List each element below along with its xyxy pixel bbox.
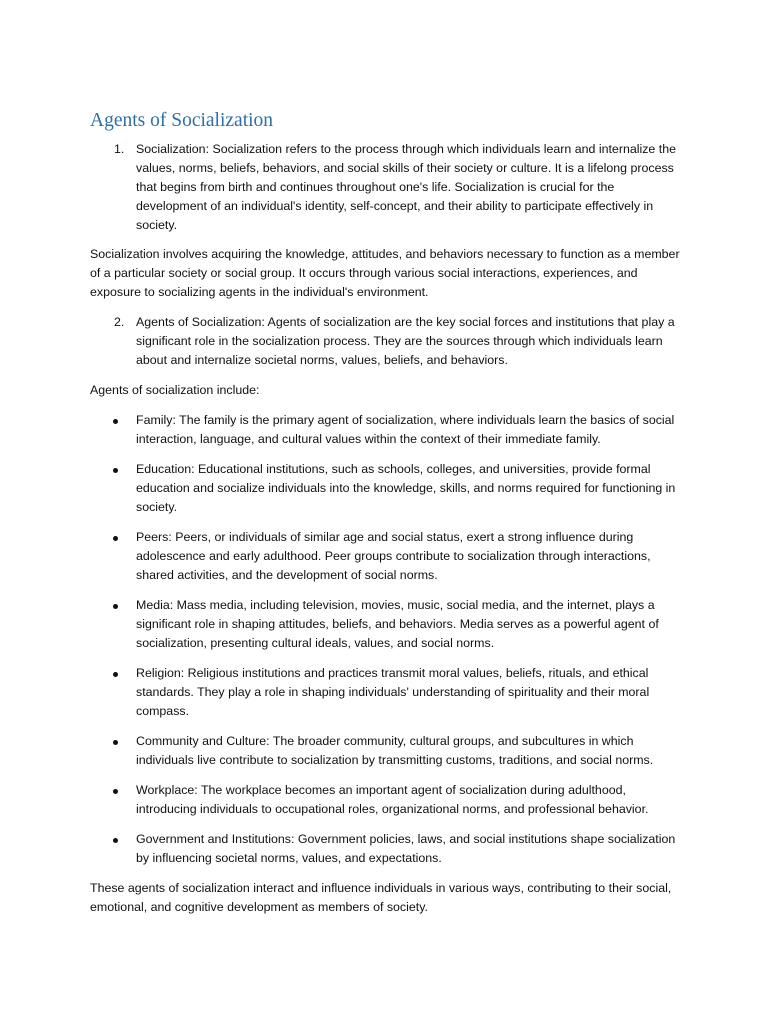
item-text: Agents of Socialization: Agents of socialization are the key social forces and institutions that play a significant role in the socialization process. They are the sources through which individuals learn about and internalize societal norms, values, beliefs, and behaviors. [136,315,675,367]
item-number: 1. [114,142,125,156]
bullet-icon [113,419,118,424]
item-number: 2. [114,315,125,329]
item-text: Socialization: Socialization refers to the process through which individuals learn and internalize the values, norms, beliefs, behaviors, and social skills of their society or culture. It is a lifelong process that begins from birth and continues throughout one's life. Socialization is crucial for the development of an individual's identity, self-concept, and their ability to participate effectively in society. [136,142,676,232]
paragraph-2: Agents of socialization include: [90,383,260,397]
list-item [90,830,680,868]
document-content [90,108,680,917]
bullet-icon [113,468,118,473]
bullet-icon [113,838,118,843]
list-item-text: Family: The family is the primary agent of socialization, where individuals learn the basics of social interaction, language, and cultural values within the context of their immediate family. [136,413,675,446]
list-item-text: Peers: Peers, or individuals of similar age and social status, exert a strong influence during adolescence and early adulthood. Peer groups contribute to socialization through interactions, shared activities, and the development of social norms. [136,530,651,582]
list-item [90,664,680,721]
bullet-icon [113,740,118,745]
list-item [90,596,680,653]
agents-list [90,411,680,868]
list-item-text: Religion: Religious institutions and practices transmit moral values, beliefs, rituals, and ethical standards. They play a role in shaping individuals' understanding of spirituality and their moral compass. [136,666,650,718]
list-item-text: Media: Mass media, including television, movies, music, social media, and the internet, plays a significant role in shaping attitudes, beliefs, and behaviors. Media serves as a powerful agent of socialization, presenting cultural ideals, values, and social norms. [136,598,659,650]
list-item [90,781,680,819]
bullet-icon [113,604,118,609]
list-item [90,732,680,770]
list-item-text: Education: Educational institutions, such as schools, colleges, and universities, provide formal education and socialize individuals into the knowledge, skills, and norms required for functioning in society. [136,462,676,514]
bullet-icon [113,672,118,677]
document-body [90,140,680,917]
document-heading: Agents of Socialization [90,110,274,131]
list-item-text: Workplace: The workplace becomes an important agent of socialization during adulthood, introducing individuals to occupational roles, organizational norms, and professional behavior. [136,783,649,816]
list-item [90,460,680,517]
list-item-text: Government and Institutions: Government policies, laws, and social institutions shape socialization by influencing societal norms, values, and expectations. [136,832,676,865]
list-item [90,528,680,585]
numbered-item-1 [90,140,680,235]
bullet-icon [113,789,118,794]
paragraph-3: These agents of socialization interact and influence individuals in various ways, contributing to their social, emotional, and cognitive development as members of society. [90,881,672,914]
numbered-item-2 [90,313,680,370]
bullet-icon [113,536,118,541]
list-item-text: Community and Culture: The broader community, cultural groups, and subcultures in which individuals live contribute to socialization by transmitting customs, traditions, and social norms. [136,734,654,767]
paragraph-1: Socialization involves acquiring the knowledge, attitudes, and behaviors necessary to function as a member of a particular society or social group. It occurs through various social interactions, experiences, and exposure to socializing agents in the individual's environment. [90,247,680,299]
list-item [90,411,680,449]
